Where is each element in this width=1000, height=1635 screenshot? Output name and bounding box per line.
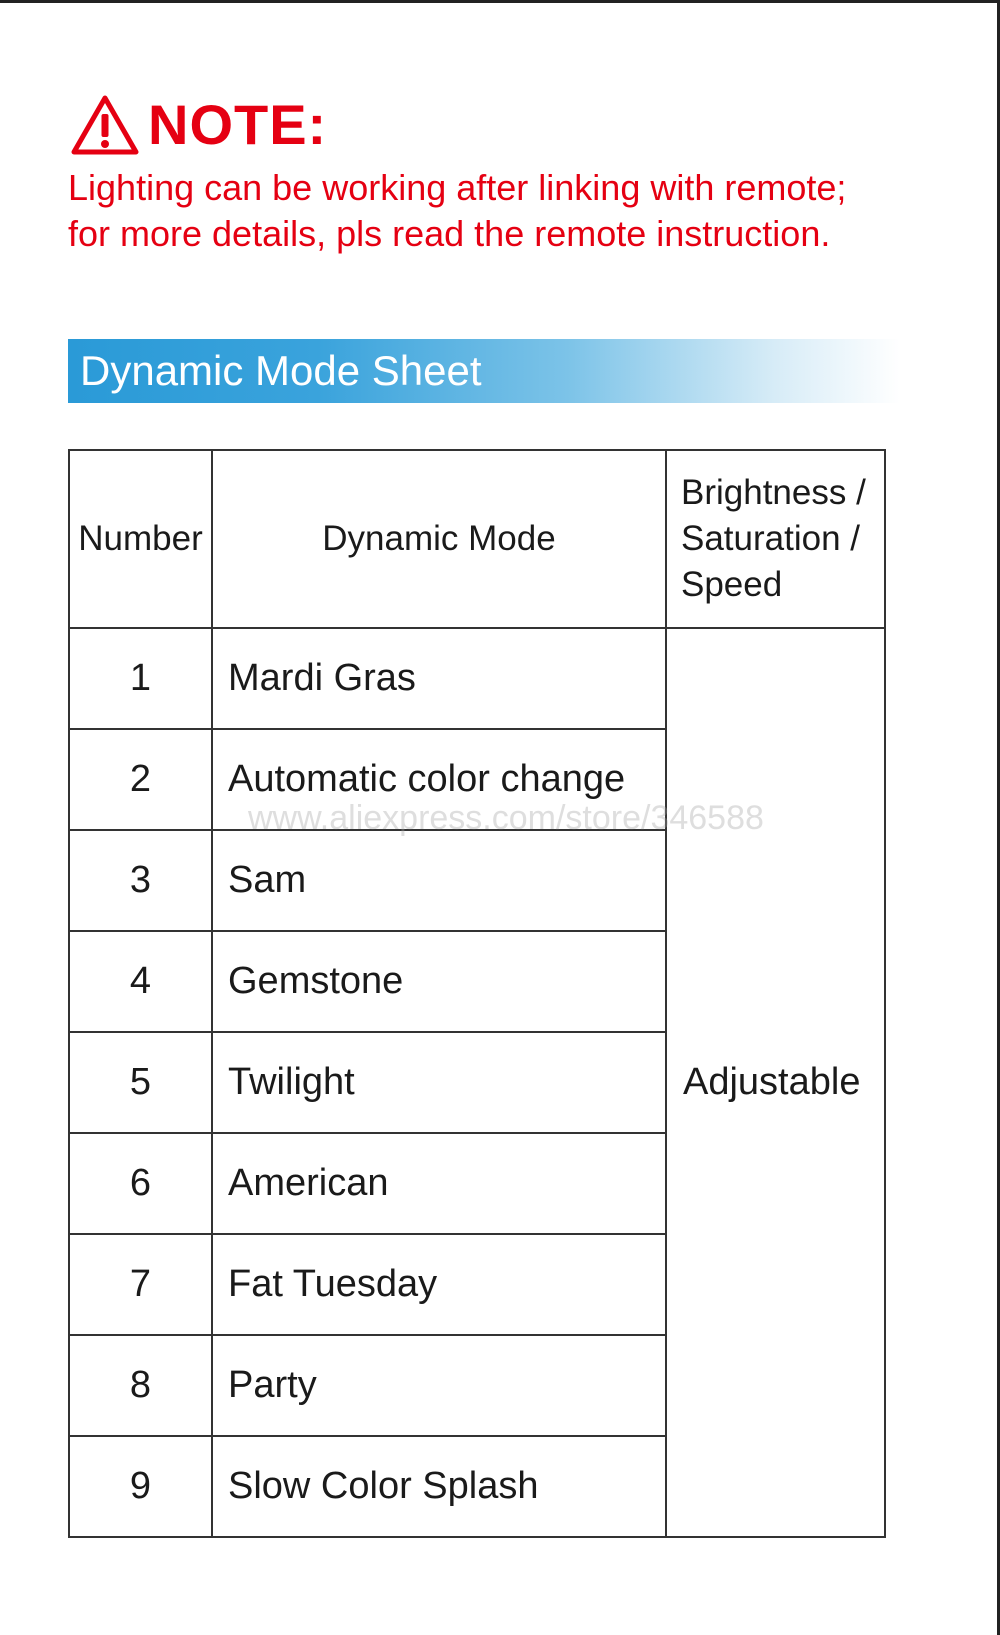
row-number: 3 bbox=[69, 830, 212, 931]
row-mode: Automatic color change bbox=[212, 729, 666, 830]
table-header-row bbox=[69, 450, 885, 628]
header-adjust bbox=[666, 450, 885, 628]
note-title: NOTE: bbox=[148, 93, 328, 156]
warning-triangle-icon bbox=[70, 94, 140, 156]
header-dynamic-mode: Dynamic Mode bbox=[212, 450, 666, 628]
table-row bbox=[69, 628, 885, 729]
header-adjust-line: Saturation / bbox=[681, 519, 860, 558]
note-line: Lighting can be working after linking with remote; bbox=[68, 167, 847, 208]
row-number: 7 bbox=[69, 1234, 212, 1335]
note-text bbox=[68, 165, 948, 257]
row-number: 9 bbox=[69, 1436, 212, 1537]
row-mode: Twilight bbox=[212, 1032, 666, 1133]
header-number: Number bbox=[69, 450, 212, 628]
section-title: Dynamic Mode Sheet bbox=[80, 347, 482, 394]
row-number: 5 bbox=[69, 1032, 212, 1133]
section-banner bbox=[68, 339, 900, 403]
row-number: 2 bbox=[69, 729, 212, 830]
row-number: 4 bbox=[69, 931, 212, 1032]
note-line: for more details, pls read the remote instruction. bbox=[68, 213, 831, 254]
row-mode: Party bbox=[212, 1335, 666, 1436]
adjust-cell: Adjustable bbox=[666, 628, 885, 1537]
row-mode: American bbox=[212, 1133, 666, 1234]
row-mode: Sam bbox=[212, 830, 666, 931]
watermark: www.aliexpress.com/store/346588 bbox=[248, 799, 764, 837]
row-number: 6 bbox=[69, 1133, 212, 1234]
row-mode: Mardi Gras bbox=[212, 628, 666, 729]
row-mode: Fat Tuesday bbox=[212, 1234, 666, 1335]
header-adjust-line: Speed bbox=[681, 565, 783, 604]
header-adjust-line: Brightness / bbox=[681, 473, 866, 512]
row-mode: Slow Color Splash bbox=[212, 1436, 666, 1537]
dynamic-mode-table bbox=[68, 449, 886, 1538]
row-number: 1 bbox=[69, 628, 212, 729]
note-header bbox=[70, 93, 327, 157]
row-mode: Gemstone bbox=[212, 931, 666, 1032]
row-number: 8 bbox=[69, 1335, 212, 1436]
